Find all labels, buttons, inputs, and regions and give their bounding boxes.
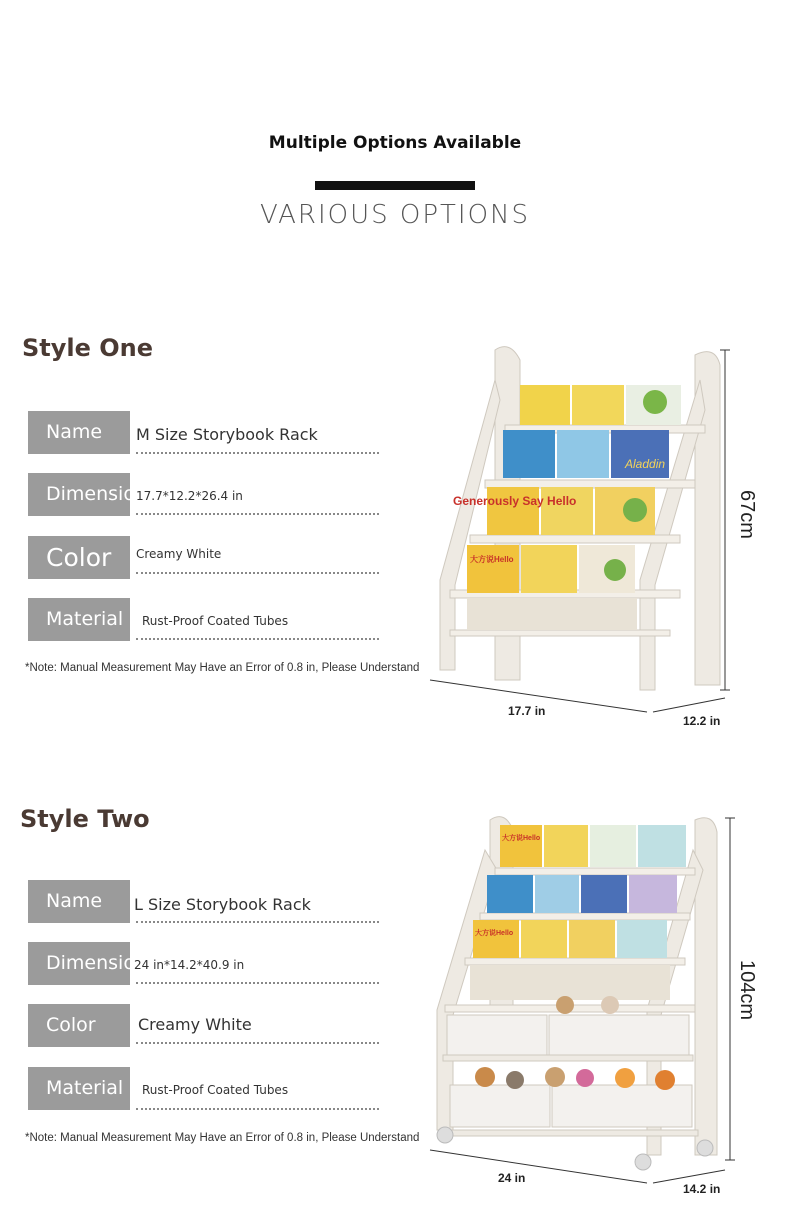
style-one-material-label: Material <box>28 598 130 641</box>
book-cover-text: 大方说Hello <box>502 835 541 842</box>
heading-divider <box>315 181 475 190</box>
divider <box>136 452 379 454</box>
style-two-width-label: 24 in <box>498 1171 526 1185</box>
divider <box>136 1108 379 1110</box>
divider <box>136 513 379 515</box>
style-two-name-value: L Size Storybook Rack <box>134 895 311 914</box>
style-one-color-value: Creamy White <box>136 547 222 561</box>
style-two-dimension-value: 24 in*14.2*40.9 in <box>134 958 245 972</box>
style-one-height-label: 67cm <box>736 490 758 539</box>
divider <box>136 1042 379 1044</box>
style-two-color-value: Creamy White <box>138 1015 252 1034</box>
style-two-dimension-label: Dimension <box>28 942 130 985</box>
rack-overlay-text: Generously Say Hello <box>453 494 577 508</box>
style-two-title: Style Two <box>20 805 150 833</box>
style-two-note: *Note: Manual Measurement May Have an Error of 0.8 in, Please Understand <box>25 1132 420 1144</box>
style-one-title: Style One <box>22 334 154 362</box>
divider <box>136 638 379 640</box>
style-one-dimension-value: 17.7*12.2*26.4 in <box>136 489 243 503</box>
divider <box>136 572 379 574</box>
style-two-name-label: Name <box>28 880 130 923</box>
page-subheading: VARIOUS OPTIONS <box>259 200 531 230</box>
style-two-height-label: 104cm <box>736 960 758 1021</box>
style-one-rack-image <box>425 340 765 740</box>
book-cover-text: Aladdin <box>625 457 666 471</box>
style-two-depth-label: 14.2 in <box>683 1182 721 1196</box>
style-two-material-value: Rust-Proof Coated Tubes <box>142 1083 289 1097</box>
book-cover-text: 大方说Hello <box>475 930 514 937</box>
style-two-rack-image <box>425 810 765 1200</box>
divider <box>136 921 379 923</box>
style-one-name-label: Name <box>28 411 130 454</box>
page-heading: Multiple Options Available <box>268 133 522 153</box>
style-one-width-label: 17.7 in <box>508 704 546 718</box>
style-one-material-value: Rust-Proof Coated Tubes <box>142 614 289 628</box>
divider <box>136 982 379 984</box>
style-one-depth-label: 12.2 in <box>683 714 721 728</box>
style-one-color-label: Color <box>28 536 130 579</box>
style-one-note: *Note: Manual Measurement May Have an Error of 0.8 in, Please Understand <box>25 662 420 674</box>
style-one-dimension-label: Dimension <box>28 473 130 516</box>
style-one-name-value: M Size Storybook Rack <box>136 425 318 444</box>
style-two-color-label: Color <box>28 1004 130 1047</box>
book-cover-text: 大方说Hello <box>470 555 514 564</box>
style-two-material-label: Material <box>28 1067 130 1110</box>
